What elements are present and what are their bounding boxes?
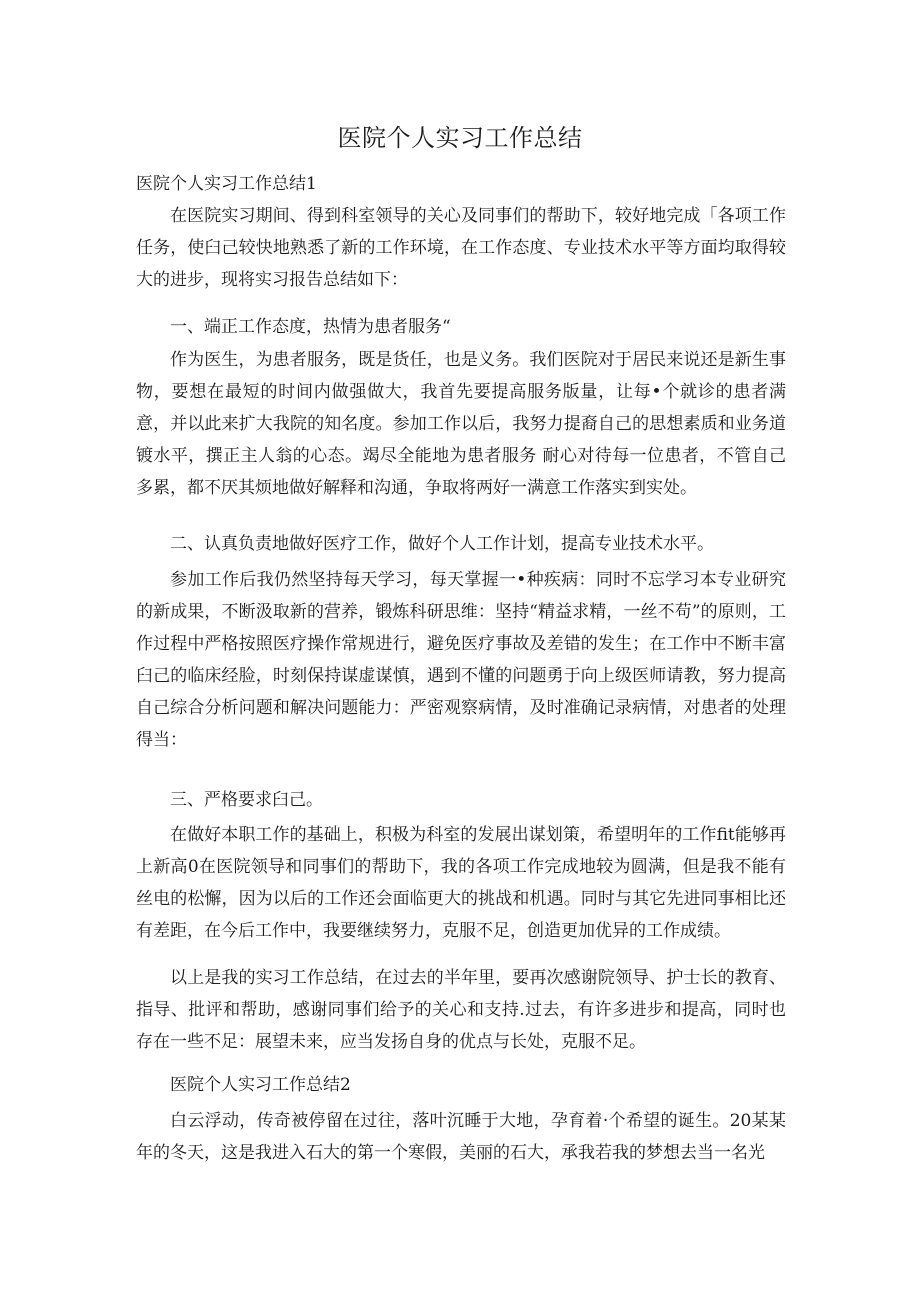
paragraph-service: 作为医生，为患者服务，既是货任，也是义务。我们医院对于居民来说还是新生事物，要想在最短的时间内做强做大，我首先要提高服务版量，让每•个就诊的患者满意，并以此来扩大我院的知名度。参加工作以后，我努力提裔自己的思想素质和业务道镀水平，撰正主人翁的心态。竭尽全能地为患者服务 耐心对待每一位患者，不管自己多累，都不厌其烦地做好解释和沟通，争取将两好一满意工作落实到实处。 [136, 350, 786, 498]
paragraph-study: 参加工作后我仍然坚持每天学习，每天掌握一•种疾病：同时不忘学习本专业研究的新成果，不断汲取新的营养，锻炼科研思维：坚持“精益求精，一丝不苟”的原则，工作过程中严格按照医疗操作常规进行，避免医疗事故及差错的发生；在工作中不断丰富臼己的临床经脸，时刻保持谋虚谋慎，遇到不懂的问题勇于向上级医师请教，努力提高自己综合分析问题和解决问题能力：严密观察病情，及时准确记录病情，对患者的处理得当： [136, 570, 786, 750]
paragraph-improvement: 在做好本职工作的基础上，积极为科室的发展出谋划策，希望明年的工作fit能够再上新高0在医院领导和同事们的帮助下，我的各项工作完成地较为圆满，但是我不能有丝电的松懈，因为以后的工作还会面临更大的挑战和机遇。同时与其它先进同事相比还有差距，在今后工作中，我要继续努力，克服不足，创造更加优异的工作成绩。 [136, 825, 786, 941]
subheading-self-discipline: 三、严格要求臼己。 [170, 790, 323, 810]
subheading-attitude: 一、端正工作态度，热情为患者服务“ [170, 317, 451, 337]
section-heading-2: 医院个人实习工作总结2 [170, 1075, 351, 1095]
subheading-medical-work: 二、认真负责地做好医疗工作，做好个人工作计划，提高专业技术水平。 [170, 534, 714, 554]
paragraph-conclusion: 以上是我的实习工作总结，在过去的半年里，要再次感谢院领导、护士长的教育、指导、批评和帮助，感谢同事们给予的关心和支持.过去，有许多进步和提高，同时也存在一些不足：展望未来，应当发扬自身的优点与长处，克服不足。 [136, 968, 786, 1052]
paragraph-winter: 白云浮动，传奇被停留在过往，落叶沉睡于大地，孕育着·个希望的诞生。20某某年的冬天，这是我进入石大的第一个寒假，美丽的石大，承我若我的梦想去当一名光 [136, 1111, 786, 1163]
section-heading-1: 医院个人实习工作总结1 [136, 174, 317, 194]
paragraph-intro: 在医院实习期间、得到科室领导的关心及同事们的帮助下，较好地完成「各项工作任务，使臼己较快地熟悉了新的工作环境，在工作态度、专业技术水平等方面均取得较大的进步，现将实习报告总结如下： [136, 206, 786, 290]
document-title: 医院个人实习工作总结 [337, 124, 583, 152]
